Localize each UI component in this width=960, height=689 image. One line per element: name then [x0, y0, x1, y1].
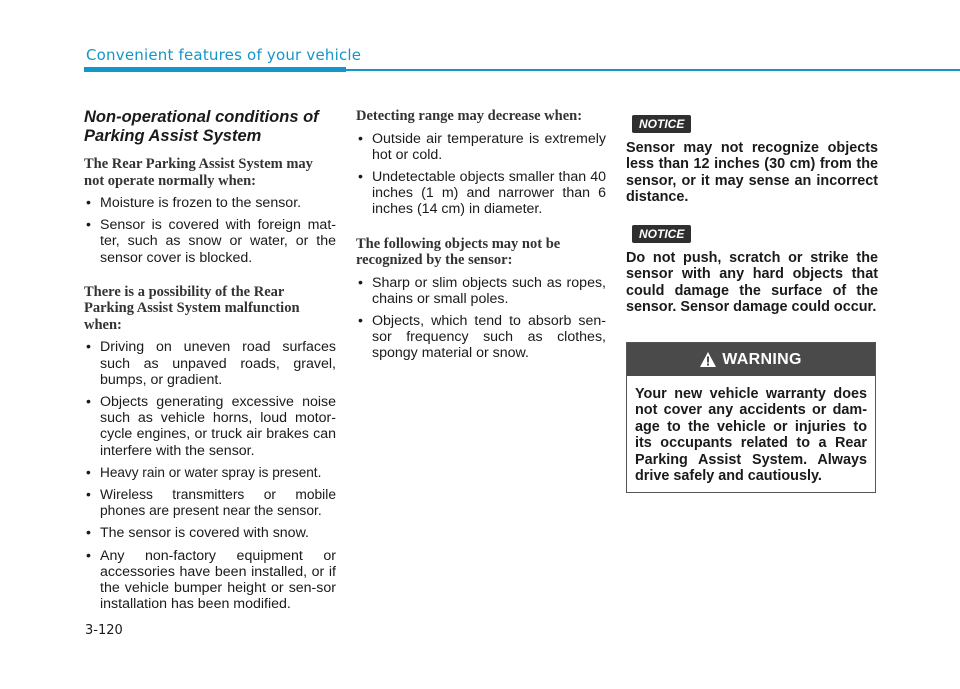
list-item: • Any non-factory equipment or accessories have been installed, or if the vehicle bumper height or sen-sor installation has been modified.	[84, 548, 336, 613]
sub-heading: Detecting range may decrease when:	[356, 108, 583, 124]
list-item: • Objects, which tend to absorb sen-sor frequency such as clothes, spongy material or snow.	[356, 313, 606, 362]
header-title: Convenient features of your vehicle	[86, 46, 362, 64]
sub-heading: There is a possibility of the Rear Parking Assist System malfunction when:	[84, 283, 300, 333]
header-rule-thick	[84, 67, 346, 72]
sub-heading: The Rear Parking Assist System may not operate normally when:	[84, 156, 313, 189]
warning-label: WARNING	[722, 350, 802, 368]
bullet-list	[356, 131, 606, 218]
notice-badge: NOTICE	[632, 115, 691, 133]
list-item: • The sensor is covered with snow.	[84, 525, 336, 541]
list-item: • Undetectable objects smaller than 40 inches (1 m) and narrower than 6 inches (14 cm) in diameter.	[356, 169, 606, 218]
warning-triangle-icon	[700, 352, 716, 367]
list-item: • Objects generating excessive noise such as vehicle horns, loud motor-cycle engines, or truck air brakes can interfere with the sensor.	[84, 394, 336, 459]
notice-text: Sensor may not recognize objects less than 12 inches (30 cm) from the sensor, or it may sense an incorrect distance.	[626, 140, 878, 206]
list-item: • Driving on uneven road surfaces such as unpaved roads, gravel, bumps, or gradient.	[84, 339, 336, 388]
warning-header	[627, 343, 875, 376]
notice-badge: NOTICE	[632, 225, 691, 243]
bullet-list	[84, 195, 336, 266]
notice-text: Do not push, scratch or strike the sensor with any hard objects that could damage the surface of the sensor. Sensor damage could occur.	[626, 250, 878, 316]
list-item: • Outside air temperature is extremely hot or cold.	[356, 131, 606, 163]
list-item: • Sensor is covered with foreign mat-ter, such as snow or water, or the sensor cover is blocked.	[84, 217, 336, 266]
column-left	[84, 108, 336, 630]
header-rule-thin	[346, 69, 960, 71]
list-item: • Sharp or slim objects such as ropes, chains or small poles.	[356, 275, 606, 307]
warning-box	[626, 342, 876, 493]
page-number: 3-120	[85, 623, 123, 638]
bullet-list	[84, 339, 336, 612]
warning-text: Your new vehicle warranty does not cover any accidents or dam-age to the vehicle or injuries to its occupants related to a Rear Parking Assist System. Always drive safely and cautiously.	[635, 386, 867, 485]
list-item: • Heavy rain or water spray is present.	[84, 465, 336, 481]
sub-heading: The following objects may not be recognized by the sensor:	[356, 235, 561, 269]
section-title: Non-operational conditions of Parking Assist System	[84, 108, 319, 145]
list-item: • Moisture is frozen to the sensor.	[84, 195, 336, 211]
list-item: • Wireless transmitters or mobile phones are present near the sensor.	[84, 487, 336, 519]
column-middle	[356, 108, 606, 380]
bullet-list	[356, 275, 606, 362]
